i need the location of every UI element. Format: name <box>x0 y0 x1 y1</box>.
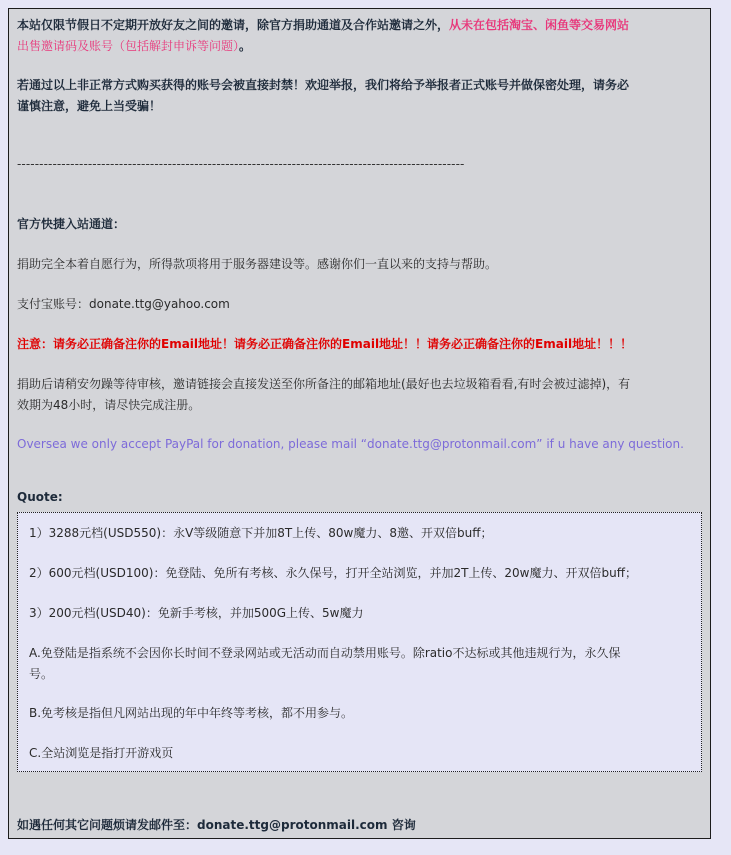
invite-policy-line-2 <box>17 36 251 57</box>
quote-label: Quote: <box>17 490 63 504</box>
contact-prefix: 如遇任何其它问题烦请发邮件至： <box>17 818 198 832</box>
review-info-line-1: 捐助后请稍安勿躁等待审核，邀请链接会直接发送至你所备注的邮箱地址(最好也去垃圾箱看看,有时会被过滤掉)，有 <box>17 377 631 391</box>
donation-intro: 捐助完全本着自愿行为，所得款项将用于服务器建设等。感谢你们一直以来的支持与帮助。 <box>17 257 498 271</box>
oversea-paypal-note: Oversea we only accept PayPal for donation, please mail “donate.ttg@protonmail.com” if u have any question. <box>17 437 684 451</box>
donation-info-panel <box>8 8 711 839</box>
contact-email: donate.ttg@protonmail.com <box>197 818 388 832</box>
no-sale-text: 出售邀请码及账号（包括解封申诉等问题） <box>17 39 240 53</box>
contact-suffix: 咨询 <box>387 818 416 832</box>
contact-footer <box>17 815 416 836</box>
ban-warning-line-2: 谨慎注意，避免上当受骗！ <box>17 99 162 113</box>
email-note-warning: 注意：请务必正确备注你的Email地址！请务必正确备注你的Email地址！！请务必正确备注你的Email地址！！！ <box>17 337 633 351</box>
review-info-line-2: 效期为48小时，请尽快完成注册。 <box>17 398 201 412</box>
invite-policy-text: 本站仅限节假日不定期开放好友之间的邀请，除官方捐助通道及合作站邀请之外， <box>17 18 450 32</box>
tier-3: 3）200元档(USD40)：免新手考核，并加500G上传、5w魔力 <box>29 606 364 620</box>
ban-warning-line-1: 若通过以上非正常方式购买获得的账号会被直接封禁！欢迎举报，我们将给予举报者正式账号并做保密处理，请务必 <box>17 78 630 92</box>
note-b: B.免考核是指但凡网站出现的年中年终等考核，都不用参与。 <box>29 706 354 720</box>
note-a-line-1: A.免登陆是指系统不会因你长时间不登录网站或无活动而自动禁用账号。除ratio不达标或其他违规行为，永久保 <box>29 646 621 660</box>
alipay-account: 支付宝账号：donate.ttg@yahoo.com <box>17 297 230 311</box>
note-c: C.全站浏览是指打开游戏页 <box>29 746 174 760</box>
tier-1: 1）3288元档(USD550)：永V等级随意下并加8T上传、80w魔力、8邀、开双倍buff； <box>29 526 493 540</box>
tier-2: 2）600元档(USD100)：免登陆、免所有考核、永久保号，打开全站浏览，并加2T上传、20w魔力、开双倍buff； <box>29 566 637 580</box>
official-channel-heading: 官方快捷入站通道： <box>17 217 126 231</box>
note-a-line-2: 号。 <box>29 667 54 681</box>
period-text: 。 <box>239 39 252 53</box>
invite-policy-line-1 <box>17 15 629 36</box>
no-trade-sites-text: 从未在包括淘宝、闲鱼等交易网站 <box>449 18 630 32</box>
quote-box <box>17 512 702 772</box>
divider-line: ----------------------------------------------------------------------------------------------------- <box>17 157 465 171</box>
